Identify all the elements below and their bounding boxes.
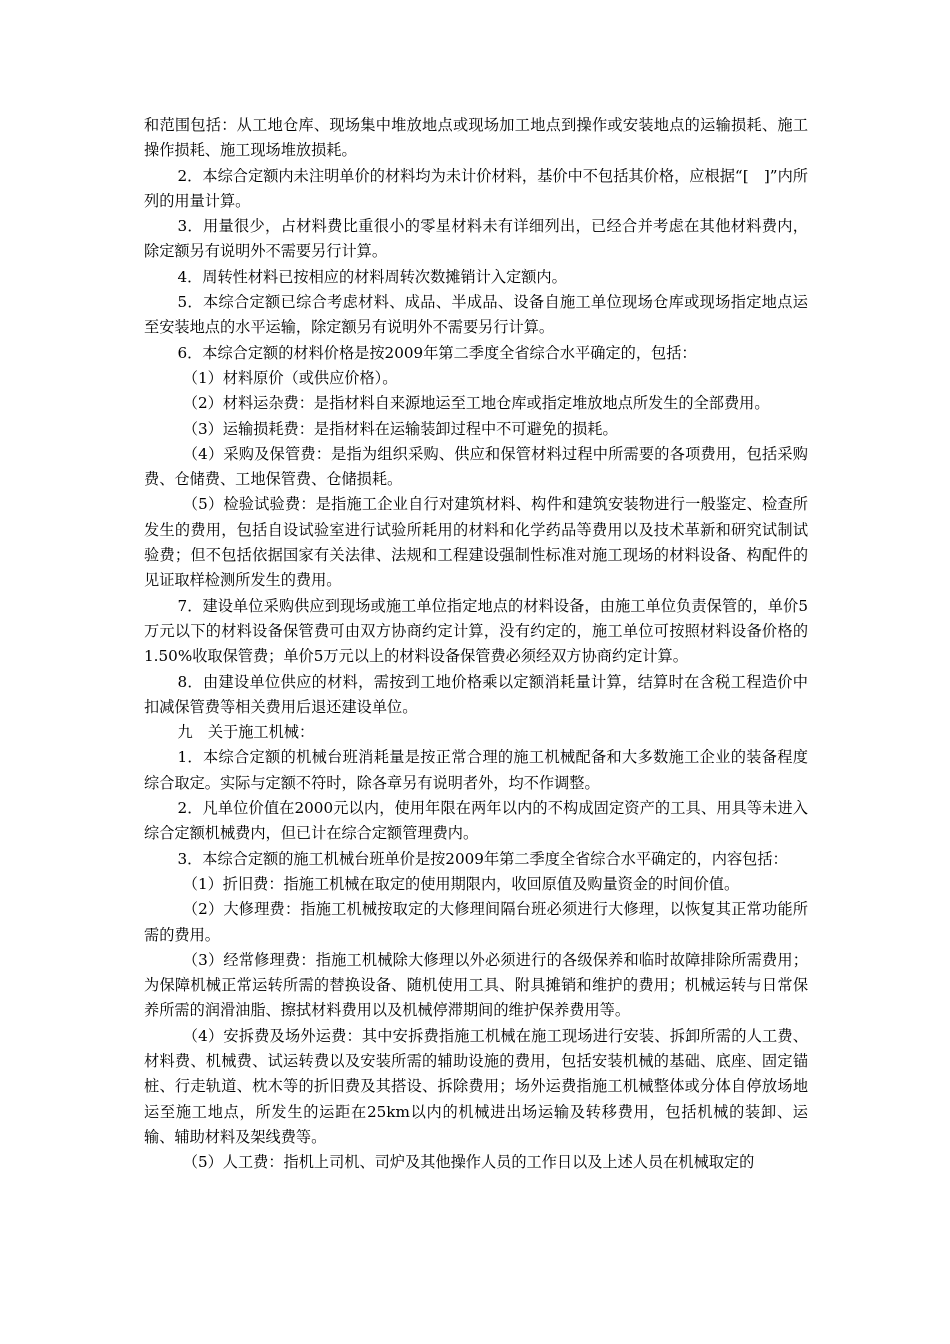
paragraph: 7．建设单位采购供应到现场或施工单位指定地点的材料设备，由施工单位负责保管的，单价5万元以下的材料设备保管费可由双方协商约定计算，没有约定的，施工单位可按照材料设备价格的1.50%收取保管费；单价5万元以上的材料设备保管费必须经双方协商约定计算。 bbox=[144, 596, 808, 666]
paragraph: （5）检验试验费：是指施工企业自行对建筑材料、构件和建筑安装物进行一般鉴定、检查所发生的费用，包括自设试验室进行试验所耗用的材料和化学药品等费用以及技术革新和研究试制试验费；但不包括依据国家有关法律、法规和工程建设强制性标准对施工现场的材料设备、构配件的见证取样检测所发生的费用。 bbox=[144, 495, 808, 590]
paragraph: （3）运输损耗费：是指材料在运输装卸过程中不可避免的损耗。 bbox=[182, 419, 618, 438]
paragraph: 4．周转性材料已按相应的材料周转次数摊销计入定额内。 bbox=[177, 267, 567, 286]
paragraph: 1．本综合定额的机械台班消耗量是按正常合理的施工机械配备和大多数施工企业的装备程度综合取定。实际与定额不符时，除各章另有说明者外，均不作调整。 bbox=[144, 748, 808, 792]
paragraph: （2）材料运杂费：是指材料自来源地运至工地仓库或指定堆放地点所发生的全部费用。 bbox=[182, 394, 770, 413]
document-body bbox=[144, 113, 808, 1175]
paragraph: （2）大修理费：指施工机械按取定的大修理间隔台班必须进行大修理，以恢复其正常功能所需的费用。 bbox=[144, 900, 808, 944]
paragraph: （3）经常修理费：指施工机械除大修理以外必须进行的各级保养和临时故障排除所需费用；为保障机械正常运转所需的替换设备、随机使用工具、附具摊销和维护的费用；机械运转与日常保养所需的润滑油脂、擦拭材料费用以及机械停滞期间的维护保养费用等。 bbox=[144, 950, 808, 1020]
paragraph: 2．凡单位价值在2000元以内，使用年限在两年以内的不构成固定资产的工具、用具等未进入综合定额机械费内，但已计在综合定额管理费内。 bbox=[144, 799, 808, 843]
paragraph: 2．本综合定额内未注明单价的材料均为未计价材料，基价中不包括其价格，应根据“[ ]”内所列的用量计算。 bbox=[144, 166, 808, 210]
paragraph: （5）人工费：指机上司机、司炉及其他操作人员的工作日以及上述人员在机械取定的 bbox=[182, 1153, 755, 1172]
paragraph: 5．本综合定额已综合考虑材料、成品、半成品、设备自施工单位现场仓库或现场指定地点运至安装地点的水平运输，除定额另有说明外不需要另行计算。 bbox=[144, 293, 808, 337]
paragraph: 8．由建设单位供应的材料，需按到工地价格乘以定额消耗量计算，结算时在含税工程造价中扣减保管费等相关费用后退还建设单位。 bbox=[144, 672, 808, 716]
paragraph: （4）安拆费及场外运费：其中安拆费指施工机械在施工现场进行安装、拆卸所需的人工费、材料费、机械费、试运转费以及安装所需的辅助设施的费用，包括安装机械的基础、底座、固定锚桩、行走轨道、枕木等的折旧费及其搭设、拆除费用；场外运费指施工机械整体或分体自停放场地运至施工地点，所发生的运距在25km以内的机械进出场运输及转移费用，包括机械的装卸、运输、辅助材料及架线费等。 bbox=[144, 1026, 808, 1146]
paragraph: （1）材料原价（或供应价格）。 bbox=[182, 368, 398, 387]
paragraph: 和范围包括：从工地仓库、现场集中堆放地点或现场加工地点到操作或安装地点的运输损耗、施工操作损耗、施工现场堆放损耗。 bbox=[144, 116, 808, 160]
paragraph: 3．本综合定额的施工机械台班单价是按2009年第二季度全省综合水平确定的，内容包括： bbox=[177, 849, 788, 868]
paragraph: 6．本综合定额的材料价格是按2009年第二季度全省综合水平确定的，包括： bbox=[177, 343, 697, 362]
paragraph: （1）折旧费：指施工机械在取定的使用期限内，收回原值及购量资金的时间价值。 bbox=[182, 874, 740, 893]
paragraph: （4）采购及保管费：是指为组织采购、供应和保管材料过程中所需要的各项费用，包括采购费、仓储费、工地保管费、仓储损耗。 bbox=[144, 444, 808, 489]
paragraph: 3．用量很少，占材料费比重很小的零星材料未有详细列出，已经合并考虑在其他材料费内，除定额另有说明外不需要另行计算。 bbox=[144, 217, 808, 261]
section-heading: 九 关于施工机械： bbox=[177, 723, 315, 742]
